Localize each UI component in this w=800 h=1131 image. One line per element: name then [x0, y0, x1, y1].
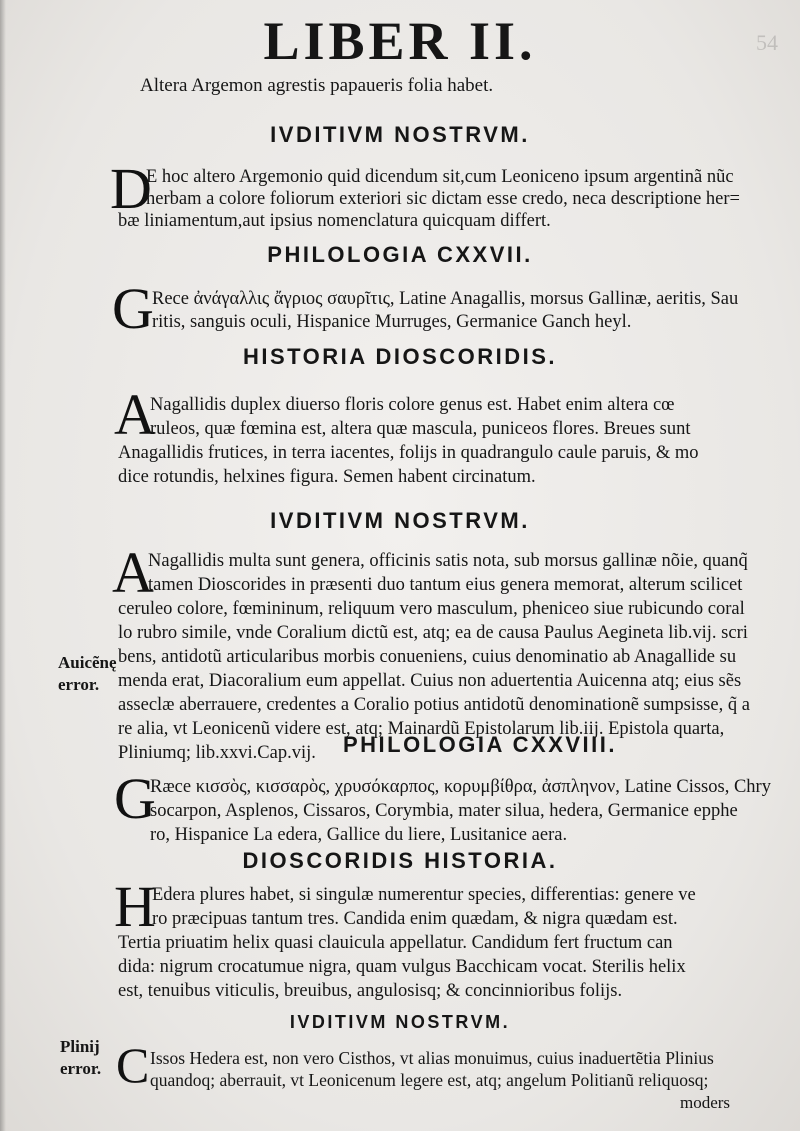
text-line: ro, Hispanice La edera, Gallice du liere, Lusitanice aera.: [150, 825, 568, 845]
text-line: tamen Dioscorides in præsenti duo tantum eius genera memorat, alterum scilicet: [148, 575, 743, 595]
section-heading: PHILOLOGIA CXXVIII.: [342, 732, 618, 757]
text-line: lo rubro simile, vnde Coralium dictũ est, atq; ea de causa Paulus Aegineta lib.vij. scri: [118, 623, 748, 643]
running-head: LIBER II.: [263, 11, 537, 71]
section-heading: DIOSCORIDIS HISTORIA.: [242, 848, 558, 873]
text-line: dice rotundis, helxines figura. Semen habent circinatum.: [118, 467, 536, 487]
text-line: Nagallidis duplex diuerso floris colore genus est. Habet enim altera cœ: [150, 395, 675, 415]
section-heading: IVDITIVM NOSTRVM.: [270, 508, 530, 533]
margin-note-line: error.: [58, 675, 100, 694]
section-heading: PHILOLOGIA CXXVII.: [267, 242, 533, 267]
margin-note-line: Plinij: [60, 1037, 100, 1056]
drop-cap: G: [112, 276, 154, 341]
text-line: ro præcipuas tantum tres. Candida enim quædam, & nigra quædam est.: [152, 909, 678, 929]
text-line: Ræce κισσὸς, κισσαρὸς, χρυσόκαρπος, κορυμβίθρα, ἀσπληνον, Latine Cissos, Chry: [150, 777, 771, 797]
text-line: Anagallidis frutices, in terra iacentes, folijs in quadrangulo caule paruis, & mo: [118, 443, 699, 463]
margin-note-plinii: [60, 1036, 101, 1080]
margin-note-auicene: [58, 652, 117, 696]
drop-cap: A: [112, 540, 154, 605]
text-line: ceruleo colore, fœmininum, reliquum vero masculum, pheniceo siue rubicundo coral: [118, 599, 745, 619]
text-line: Nagallidis multa sunt genera, officinis satis nota, sub morsus gallinæ nõie, quanq̃: [148, 551, 748, 571]
text-line: Tertia priuatim helix quasi clauicula appellatur. Candidum fert fructum can: [118, 933, 673, 953]
drop-cap: D: [110, 156, 152, 221]
margin-note-line: Auicẽnę: [58, 653, 117, 672]
text-line: herbam a colore foliorum exteriori sic dictam esse credo, neca descriptione her=: [146, 189, 740, 209]
text-line: est, tenuibus viticulis, breuibus, angulosisq; & concinnioribus folijs.: [118, 981, 623, 1001]
catchword: moders: [680, 1093, 731, 1112]
drop-cap: H: [114, 874, 156, 939]
binding-shadow: [0, 0, 6, 1131]
text-line: quandoq; aberrauit, vt Leonicenum legere est, atq; angelum Politianũ reliquosq;: [150, 1070, 709, 1090]
text-line: ruleos, quæ fœmina est, altera quæ mascula, puniceos flores. Breues sunt: [150, 419, 691, 439]
text-line: ritis, sanguis oculi, Hispanice Murruges, Germanice Ganch heyl.: [152, 312, 632, 332]
text-line: bæ liniamentum,aut ipsius nomenclatura quicquam differt.: [118, 211, 551, 231]
section-heading: HISTORIA DIOSCORIDIS.: [242, 344, 558, 369]
drop-cap: C: [116, 1037, 150, 1093]
section-heading: IVDITIVM NOSTRVM.: [289, 1012, 511, 1032]
section-heading: IVDITIVM NOSTRVM.: [270, 122, 530, 147]
text-line: Edera plures habet, si singulæ numerentur species, differentias: genere ve: [152, 885, 696, 905]
text-line: Issos Hedera est, non vero Cisthos, vt alias monuimus, cuius inaduertẽtia Plinius: [150, 1048, 714, 1068]
text-line: dida: nigrum crocatumue nigra, quam vulgus Bacchicam vocat. Sterilis helix: [118, 957, 686, 977]
text-line: Rece ἀνάγαλλις ἄγριος σαυρῖτις, Latine Anagallis, morsus Gallinæ, aeritis, Sau: [152, 289, 739, 309]
drop-cap: A: [114, 382, 156, 447]
text-line: socarpon, Asplenos, Cissaros, Corymbia, mater silua, hedera, Germanice epphe: [150, 801, 738, 821]
text-line: E hoc altero Argemonio quid dicendum sit,cum Leoniceno ipsum argentinã nũc: [146, 167, 734, 187]
drop-cap: G: [114, 766, 156, 831]
text-line: Pliniumq; lib.xxvi.Cap.vij.: [118, 743, 316, 763]
intro-line: Altera Argemon agrestis papaueris folia habet.: [140, 75, 494, 96]
page-number: 54: [756, 30, 778, 55]
margin-note-line: error.: [60, 1059, 102, 1078]
text-line: re alia, vt Leonicenũ videre est, atq; Mainardũ Epistolarum lib.iij. Epistola quarta,: [118, 719, 725, 739]
text-line: bens, antidotũ articularibus morbis conueniens, cuius denominatio ab Anagallide su: [118, 647, 737, 667]
text-line: menda erat, Diacoralium eum appellat. Cuius non aduertentia Auicenna atq; eius sẽs: [118, 671, 742, 691]
text-line: asseclæ aberrauere, credentes a Coralio potius antidotũ denominationẽ sumpsisse, q̃ a: [118, 695, 750, 715]
